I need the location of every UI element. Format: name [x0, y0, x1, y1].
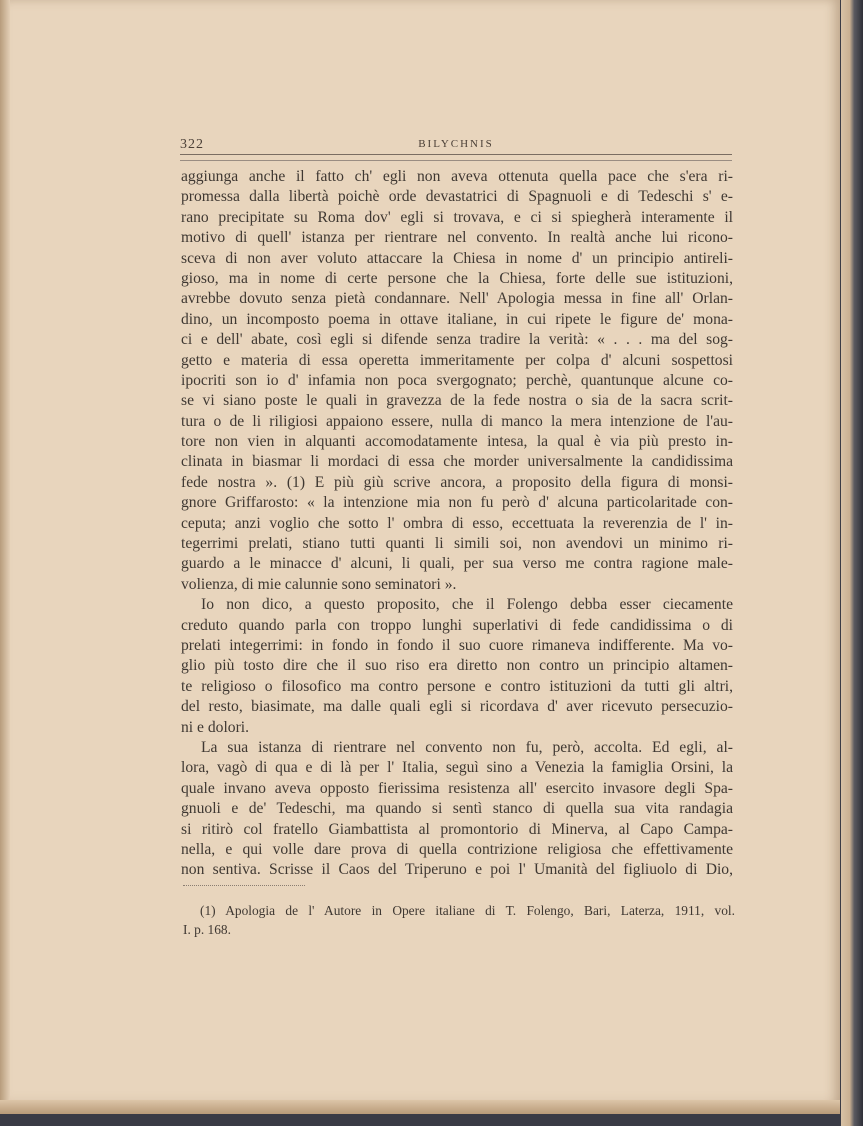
text-line: avrebbe dovuto senza pietà condannare. Nell' Apologia messa in fine all' Orlan-	[181, 290, 733, 308]
running-title: BILYCHNIS	[418, 138, 494, 150]
text-line: clinata in biasmar li mordaci di essa che morder universalmente la candidissima	[181, 453, 733, 471]
text-line: non sentiva. Scrisse il Caos del Triperuno e poi l' Umanità del figliuolo di Dio,	[181, 861, 733, 879]
text-line: se vi siano poste le quali in gravezza de la fede nostra o sia de la sacra scrit-	[181, 392, 733, 410]
body-text	[181, 167, 733, 881]
text-line: Io non dico, a questo proposito, che il Folengo debba esser ciecamente	[201, 596, 733, 614]
text-line: tore non vien in alquanti accomodatamente intesa, la qual è via più presto in-	[181, 433, 733, 451]
text-line: fede nostra ». (1) E più giù scrive ancora, a proposito della figura di monsi-	[181, 473, 733, 491]
text-line: creduto quando parla con troppo lunghi superlativi di fede candidissima o di	[181, 616, 733, 634]
header-rule	[180, 154, 732, 161]
page-left-edge	[0, 0, 10, 1112]
text-line: te religioso o filosofico ma contro persone e contro istituzioni da tutti gli altri,	[181, 677, 733, 695]
text-line: tura o de li riligiosi appaiono essere, nulla di manco la mera intenzione de l'au-	[181, 412, 733, 430]
text-line: ceputa; anzi voglio che sotto l' ombra di esso, eccettuata la reverenzia de l' in-	[181, 514, 733, 532]
text-line: prelati integerrimi: in fondo in fondo il suo cuore rimaneva indifferente. Ma vo-	[181, 636, 733, 654]
text-line: motivo di quell' istanza per rientrare nel convento. In realtà anche lui ricono-	[181, 229, 733, 247]
page-number: 322	[180, 137, 204, 152]
footnote	[183, 901, 735, 939]
text-line: volienza, di mie calunnie sono seminatori ».	[181, 575, 457, 593]
text-line: tegerrimi prelati, stiano tutti quanti li simili soi, non avendovi un minimo ri-	[181, 535, 733, 553]
footnote-line: (1) Apologia de l' Autore in Opere italiane di T. Folengo, Bari, Laterza, 1911, vol.	[200, 903, 735, 918]
text-line: ci e dell' abate, così egli si difende senza tradire la verità: « . . . ma del sog-	[181, 331, 733, 349]
text-line: si ritirò col fratello Giambattista al promontorio di Minerva, al Capo Campa-	[181, 820, 733, 838]
text-line: promessa dalla libertà poichè orde devastatrici di Spagnuoli e di Tedeschi s' e-	[181, 188, 733, 206]
text-line: ipocriti son io d' infamia non poca svergognato; perchè, quantunque alcune co-	[181, 371, 733, 389]
text-line: ni e dolori.	[181, 718, 249, 736]
text-line: quale invano aveva opposto fierissima resistenza all' esercito invasore degli Spa-	[181, 779, 733, 797]
text-line: glio più tosto dire che il suo riso era diretto non contro un principio altamen-	[181, 657, 733, 675]
text-line: dino, un incomposto poema in ottave italiane, in cui ripete le figure de' mona-	[181, 310, 733, 328]
page-bottom-edge	[0, 1100, 840, 1114]
page-right-edge	[841, 0, 863, 1126]
text-line: gnuoli e de' Tedeschi, ma quando si sentì stanco di quella sua vita randagia	[181, 800, 733, 818]
text-line: del resto, biasimate, ma dalle quali egli si ricordava d' aver ricevuto persecuzio-	[181, 698, 733, 716]
text-line: aggiunga anche il fatto ch' egli non aveva ottenuta quella pace che s'era ri-	[181, 168, 733, 185]
text-line: nella, e qui volle dare prova di quella contrizione religiosa che effettivamente	[181, 840, 733, 858]
text-line: sceva di non aver voluto attaccare la Chiesa in nome d' un principio antireli-	[181, 249, 733, 267]
text-line: lora, vagò di qua e di là per l' Italia, seguì sino a Venezia la famiglia Orsini, la	[181, 759, 733, 777]
text-line: rano precipitate su Roma dov' egli si trovava, e ci si spiegherà interamente il	[181, 208, 733, 226]
text-line: gnore Griffarosto: « la intenzione mia non fu però d' alcuna particolaritade con-	[181, 494, 733, 512]
footnote-separator	[183, 885, 305, 886]
footnote-line: I. p. 168.	[183, 922, 231, 937]
page-header	[180, 137, 732, 155]
text-line: guardo a le minacce d' alcuni, li quali, per sua verso me contra ragione male-	[181, 555, 733, 573]
text-line: La sua istanza di rientrare nel convento non fu, però, accolta. Ed egli, al-	[201, 738, 733, 756]
text-line: gioso, ma in nome di certe persone che la Chiesa, forte delle sue istituzioni,	[181, 269, 733, 287]
text-line: getto e materia di essa operetta immeritamente per colpa d' alcuni sospettosi	[181, 351, 733, 369]
